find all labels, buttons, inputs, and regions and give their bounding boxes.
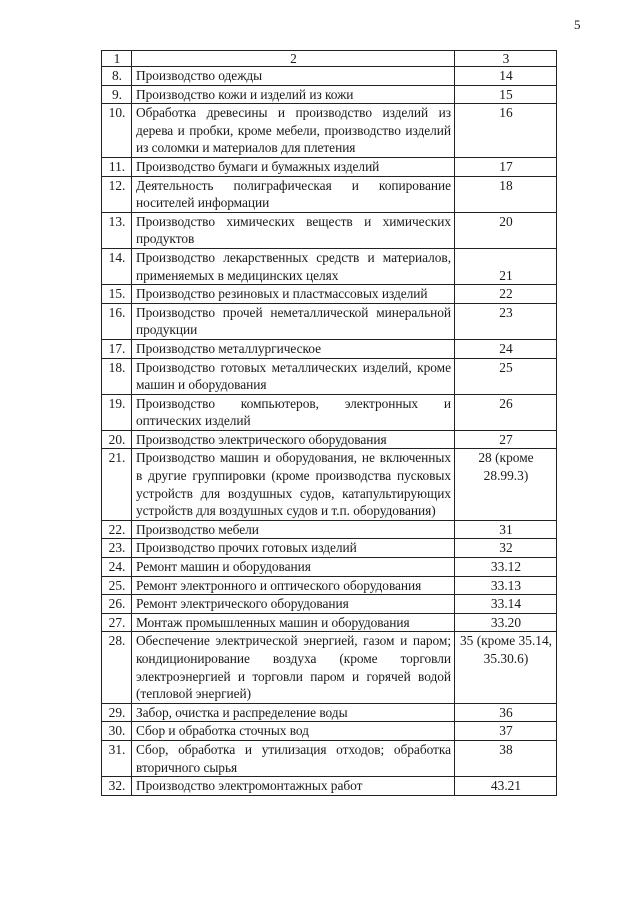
row-number: 26.	[102, 595, 132, 614]
row-activity-name: Производство резиновых и пластмассовых изделий	[132, 285, 455, 304]
table-row	[102, 722, 557, 741]
row-number: 11.	[102, 157, 132, 176]
row-number: 12.	[102, 176, 132, 212]
row-activity-name: Производство готовых металлических изделий, кроме машин и оборудования	[132, 358, 455, 394]
row-activity-name: Производство прочих готовых изделий	[132, 539, 455, 558]
table-row	[102, 303, 557, 339]
table-row	[102, 740, 557, 776]
table-row	[102, 358, 557, 394]
header-col-code: 3	[455, 51, 557, 67]
row-code: 32	[455, 539, 557, 558]
row-activity-name: Производство машин и оборудования, не включенных в другие группировки (кроме производства пусковых устройств для воздушных судов, катапультирующих устройств для воздушных судов и т.п. оборудования)	[132, 449, 455, 520]
row-activity-name: Производство мебели	[132, 520, 455, 539]
header-col-name: 2	[132, 51, 455, 67]
row-number: 10.	[102, 104, 132, 158]
row-code: 25	[455, 358, 557, 394]
row-code: 35 (кроме 35.14, 35.30.6)	[455, 632, 557, 703]
row-code: 33.13	[455, 576, 557, 595]
row-activity-name: Ремонт машин и оборудования	[132, 558, 455, 577]
row-activity-name: Производство прочей неметаллической минеральной продукции	[132, 303, 455, 339]
row-code: 17	[455, 157, 557, 176]
table-row	[102, 212, 557, 248]
table-row	[102, 67, 557, 86]
row-code: 16	[455, 104, 557, 158]
row-number: 15.	[102, 285, 132, 304]
row-activity-name: Производство химических веществ и химических продуктов	[132, 212, 455, 248]
table-row	[102, 85, 557, 104]
row-activity-name: Сбор, обработка и утилизация отходов; обработка вторичного сырья	[132, 740, 455, 776]
row-code: 36	[455, 703, 557, 722]
table-row	[102, 449, 557, 520]
table-body	[102, 51, 557, 796]
row-code: 43.21	[455, 777, 557, 796]
row-activity-name: Ремонт электрического оборудования	[132, 595, 455, 614]
row-number: 22.	[102, 520, 132, 539]
row-code: 24	[455, 339, 557, 358]
table-row	[102, 176, 557, 212]
row-activity-name: Деятельность полиграфическая и копирование носителей информации	[132, 176, 455, 212]
row-number: 8.	[102, 67, 132, 86]
row-code: 38	[455, 740, 557, 776]
table-row	[102, 576, 557, 595]
row-number: 16.	[102, 303, 132, 339]
row-code: 31	[455, 520, 557, 539]
row-activity-name: Производство одежды	[132, 67, 455, 86]
row-number: 18.	[102, 358, 132, 394]
row-activity-name: Производство лекарственных средств и материалов, применяемых в медицинских целях	[132, 248, 455, 284]
row-number: 21.	[102, 449, 132, 520]
row-number: 19.	[102, 394, 132, 430]
table-row	[102, 394, 557, 430]
row-number: 30.	[102, 722, 132, 741]
row-code: 20	[455, 212, 557, 248]
row-activity-name: Производство кожи и изделий из кожи	[132, 85, 455, 104]
table-row	[102, 539, 557, 558]
table-row	[102, 430, 557, 449]
table-row	[102, 520, 557, 539]
row-code: 26	[455, 394, 557, 430]
row-number: 23.	[102, 539, 132, 558]
row-number: 24.	[102, 558, 132, 577]
table-row	[102, 613, 557, 632]
row-code: 14	[455, 67, 557, 86]
table-row	[102, 104, 557, 158]
row-code: 22	[455, 285, 557, 304]
row-code: 28 (кроме 28.99.3)	[455, 449, 557, 520]
row-activity-name: Ремонт электронного и оптического оборудования	[132, 576, 455, 595]
row-activity-name: Производство бумаги и бумажных изделий	[132, 157, 455, 176]
page-number: 5	[574, 17, 581, 32]
table-row	[102, 632, 557, 703]
table-row	[102, 248, 557, 284]
row-number: 14.	[102, 248, 132, 284]
row-activity-name: Забор, очистка и распределение воды	[132, 703, 455, 722]
row-number: 9.	[102, 85, 132, 104]
table-row	[102, 703, 557, 722]
row-activity-name: Производство электрического оборудования	[132, 430, 455, 449]
table-row	[102, 558, 557, 577]
row-activity-name: Обеспечение электрической энергией, газом и паром; кондиционирование воздуха (кроме торговли электроэнергией и торговли паром и горячей водой (тепловой энергией)	[132, 632, 455, 703]
row-number: 28.	[102, 632, 132, 703]
row-number: 32.	[102, 777, 132, 796]
row-number: 13.	[102, 212, 132, 248]
row-activity-name: Сбор и обработка сточных вод	[132, 722, 455, 741]
row-code: 21	[455, 248, 557, 284]
row-number: 17.	[102, 339, 132, 358]
row-activity-name: Производство компьютеров, электронных и оптических изделий	[132, 394, 455, 430]
table-row	[102, 285, 557, 304]
row-code: 33.20	[455, 613, 557, 632]
row-code: 18	[455, 176, 557, 212]
row-number: 27.	[102, 613, 132, 632]
row-number: 31.	[102, 740, 132, 776]
row-activity-name: Производство металлургическое	[132, 339, 455, 358]
row-number: 20.	[102, 430, 132, 449]
row-number: 29.	[102, 703, 132, 722]
table-row	[102, 595, 557, 614]
row-activity-name: Производство электромонтажных работ	[132, 777, 455, 796]
row-activity-name: Обработка древесины и производство изделий из дерева и пробки, кроме мебели, производство изделий из соломки и материалов для плетения	[132, 104, 455, 158]
header-col-number: 1	[102, 51, 132, 67]
table-row	[102, 157, 557, 176]
row-number: 25.	[102, 576, 132, 595]
row-code: 33.12	[455, 558, 557, 577]
row-code: 15	[455, 85, 557, 104]
row-code: 37	[455, 722, 557, 741]
row-code: 23	[455, 303, 557, 339]
table-header-row	[102, 51, 557, 67]
table-row	[102, 777, 557, 796]
row-code: 27	[455, 430, 557, 449]
row-code: 33.14	[455, 595, 557, 614]
row-activity-name: Монтаж промышленных машин и оборудования	[132, 613, 455, 632]
activity-table	[101, 50, 557, 796]
table-row	[102, 339, 557, 358]
